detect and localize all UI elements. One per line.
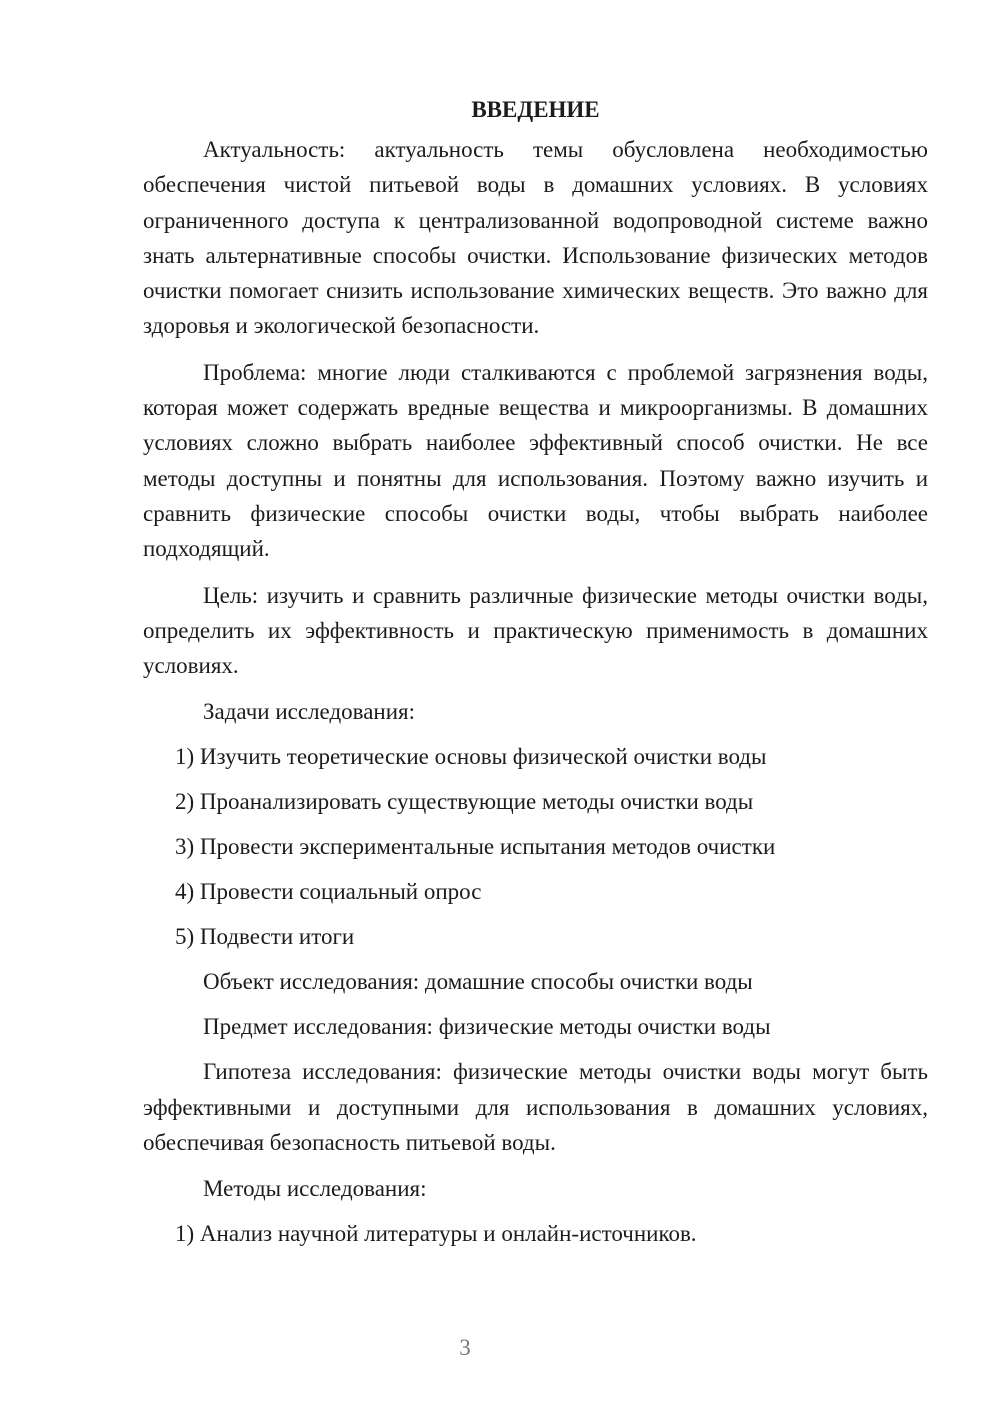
method-item: 1) Анализ научной литературы и онлайн-источников. [175, 1221, 697, 1247]
task-item: 2) Проанализировать существующие методы очистки воды [175, 789, 754, 815]
task-item: 5) Подвести итоги [175, 924, 355, 950]
research-object: Объект исследования: домашние способы очистки воды [203, 969, 753, 995]
goal-paragraph: Цель: изучить и сравнить различные физические методы очистки воды, определить их эффективность и практическую применимость в домашних условиях. [143, 582, 928, 679]
relevance-paragraph: Актуальность: актуальность темы обусловлена необходимостью обеспечения чистой питьевой воды в домашних условиях. В условиях ограниченного доступа к централизованной водопроводной системе важно знать альтернативные способы очистки. Использование физических методов очистки помогает снизить использование химических веществ. Это важно для здоровья и экологической безопасности. [143, 137, 928, 339]
task-item: 1) Изучить теоретические основы физической очистки воды [175, 744, 767, 770]
tasks-heading: Задачи исследования: [203, 699, 416, 725]
methods-heading: Методы исследования: [203, 1176, 427, 1202]
document-page [143, 92, 928, 1261]
section-title: ВВЕДЕНИЕ [471, 97, 600, 122]
research-subject: Предмет исследования: физические методы очистки воды [203, 1014, 771, 1040]
problem-paragraph: Проблема: многие люди сталкиваются с проблемой загрязнения воды, которая может содержать вредные вещества и микроорганизмы. В домашних условиях сложно выбрать наиболее эффективный способ очистки. Не все методы доступны и понятны для использования. Поэтому важно изучить и сравнить физические способы очистки воды, чтобы выбрать наиболее подходящий. [143, 359, 928, 562]
task-item: 3) Провести экспериментальные испытания методов очистки [175, 834, 776, 860]
page-number: 3 [459, 1335, 471, 1360]
task-item: 4) Провести социальный опрос [175, 879, 482, 905]
hypothesis-paragraph: Гипотеза исследования: физические методы очистки воды могут быть эффективными и доступными для использования в домашних условиях, обеспечивая безопасность питьевой воды. [143, 1059, 928, 1156]
